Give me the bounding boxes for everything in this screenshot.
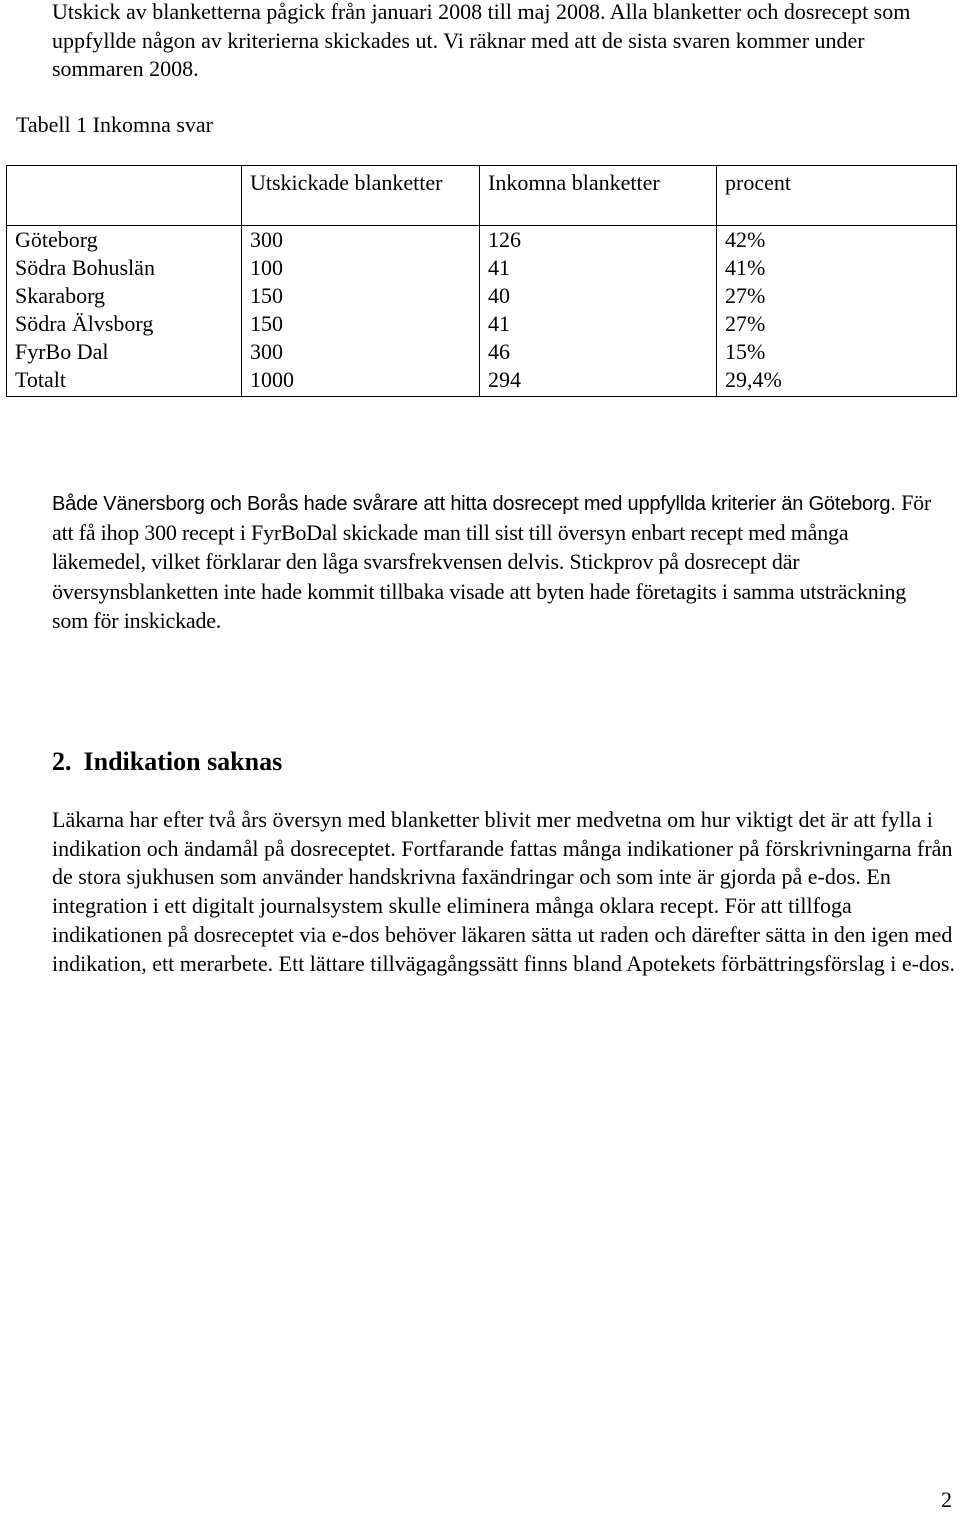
- table-row: [7, 282, 957, 310]
- table-header-cell: procent: [717, 166, 957, 226]
- table-row: [7, 254, 957, 282]
- table-row: [7, 338, 957, 366]
- table-cell: 15%: [717, 338, 957, 366]
- table-row: [7, 310, 957, 338]
- table-cell: Södra Älvsborg: [7, 310, 242, 338]
- intro-paragraph: Utskick av blanketterna pågick från januari 2008 till maj 2008. Alla blanketter och dosrecept som uppfyllde någon av kriterierna skickades ut. Vi räknar med att de sista svaren kommer under sommaren 2008.: [52, 0, 911, 81]
- table-cell: 1000: [242, 366, 480, 397]
- responses-table: [6, 165, 957, 397]
- table-cell: 300: [242, 226, 480, 255]
- page-number: 2: [941, 1487, 952, 1512]
- table-cell: 42%: [717, 226, 957, 255]
- table-cell: 126: [480, 226, 717, 255]
- table-header-cell: [7, 166, 242, 226]
- table-cell: 41%: [717, 254, 957, 282]
- discussion-paragraph: [52, 489, 942, 637]
- table-cell: 294: [480, 366, 717, 397]
- section-number: 2.: [52, 747, 72, 776]
- table-cell: FyrBo Dal: [7, 338, 242, 366]
- table-cell: 27%: [717, 282, 957, 310]
- table-cell: 300: [242, 338, 480, 366]
- discussion-sentence-first: Både Vänersborg och Borås hade svårare att hitta dosrecept med uppfyllda kriterier än Göteborg.: [52, 493, 896, 515]
- table-cell: Södra Bohuslän: [7, 254, 242, 282]
- table-cell: 27%: [717, 310, 957, 338]
- table-cell: 41: [480, 254, 717, 282]
- table-header-cell: Inkomna blanketter: [480, 166, 717, 226]
- table-row-total: [7, 366, 957, 397]
- section-title: Indikation saknas: [83, 747, 283, 776]
- table-cell: 150: [242, 282, 480, 310]
- table-cell: Skaraborg: [7, 282, 242, 310]
- discussion-sentence-rest: För att få ihop 300 recept i FyrBoDal skickade man till sist till översyn enbart recept med många läkemedel, vilket förklarar den låga svarsfrekvensen delvis. Stickprov på dosrecept där översynsblanketten inte hade kommit tillbaka visade att byten hade företagits i samma utsträckning som för inskickade.: [52, 490, 932, 634]
- table-cell: Totalt: [7, 366, 242, 397]
- table-header-row: [7, 166, 957, 226]
- table-row: [7, 226, 957, 255]
- table-cell: 40: [480, 282, 717, 310]
- table-cell: 150: [242, 310, 480, 338]
- table-cell: Göteborg: [7, 226, 242, 255]
- table-cell: 100: [242, 254, 480, 282]
- table-caption: Tabell 1 Inkomna svar: [16, 112, 214, 137]
- section-heading: [52, 745, 282, 779]
- table-header-cell: Utskickade blanketter: [242, 166, 480, 226]
- table-cell: 29,4%: [717, 366, 957, 397]
- table-cell: 41: [480, 310, 717, 338]
- table-cell: 46: [480, 338, 717, 366]
- section-paragraph: Läkarna har efter två års översyn med blanketter blivit mer medvetna om hur viktigt det är att fylla i indikation och ändamål på dosreceptet. Fortfarande fattas många indikationer på förskrivningarna från de stora sjukhusen som använder handskrivna faxändringar och som inte är gjorda på e-dos. En integration i ett digitalt journalsystem skulle eliminera många oklara recept. För att tillfoga indikationen på dosreceptet via e-dos behöver läkaren sätta ut raden och därefter sätta in den igen med indikation, ett merarbete. Ett lättare tillvägagångssätt finns bland Apotekets förbättringsförslag i e-dos.: [52, 807, 955, 976]
